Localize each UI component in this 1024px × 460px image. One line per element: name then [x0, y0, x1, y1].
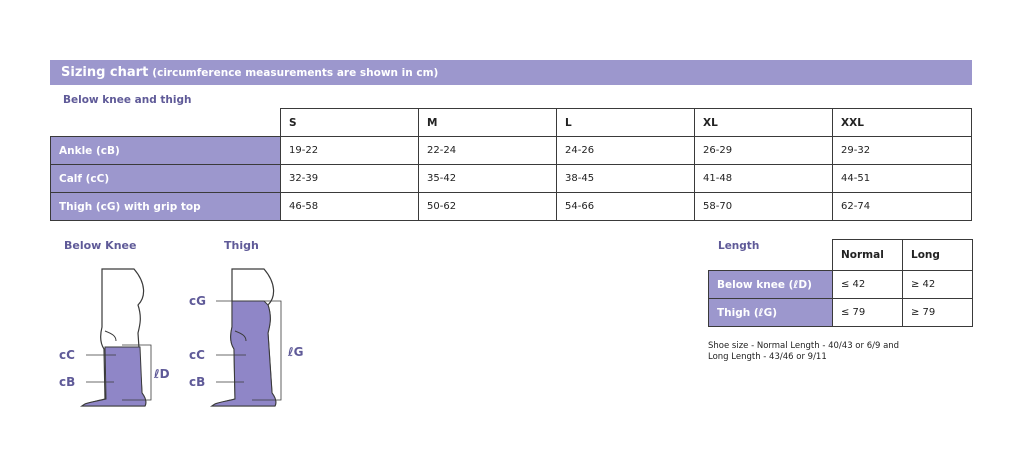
header-bar	[50, 60, 972, 85]
table-row	[51, 165, 972, 193]
col-header: M	[419, 109, 557, 137]
table-cell: ≤ 42	[833, 271, 903, 299]
table-cell: 44-51	[833, 165, 972, 193]
table-cell: ≤ 79	[833, 299, 903, 327]
col-header: XXL	[833, 109, 972, 137]
col-header: XL	[695, 109, 833, 137]
row-header: Thigh (cG) with grip top	[51, 193, 281, 221]
table-cell: 38-45	[557, 165, 695, 193]
col-header: Long	[903, 240, 973, 271]
label-lD: ℓD	[154, 367, 170, 381]
row-header: Calf (cC)	[51, 165, 281, 193]
note-line: Long Length - 43/46 or 9/11	[708, 352, 827, 362]
table-cell: 35-42	[419, 165, 557, 193]
table-cell: ≥ 79	[903, 299, 973, 327]
table-cell: 22-24	[419, 137, 557, 165]
shoe-size-note	[708, 341, 899, 363]
table-cell: 29-32	[833, 137, 972, 165]
table-cell: 41-48	[695, 165, 833, 193]
col-header: Normal	[833, 240, 903, 271]
table-row	[709, 271, 973, 299]
table-cell: 62-74	[833, 193, 972, 221]
table-cell: 46-58	[281, 193, 419, 221]
label-cC: cC	[59, 348, 75, 362]
table-row	[51, 137, 972, 165]
label-cG: cG	[189, 294, 206, 308]
table-header-row	[51, 109, 972, 137]
table-cell: 50-62	[419, 193, 557, 221]
length-section-label: Length	[718, 240, 760, 252]
table-cell: 26-29	[695, 137, 833, 165]
col-header: S	[281, 109, 419, 137]
label-cB: cB	[59, 375, 76, 389]
col-header: L	[557, 109, 695, 137]
table-cell: 58-70	[695, 193, 833, 221]
table-cell: ≥ 42	[903, 271, 973, 299]
table-corner	[51, 109, 281, 137]
table-cell: 19-22	[281, 137, 419, 165]
thigh-diagram-title: Thigh	[224, 239, 259, 252]
row-header: Thigh (ℓG)	[709, 299, 833, 327]
page-title: Sizing chart	[61, 65, 149, 80]
table-cell: 32-39	[281, 165, 419, 193]
table-corner	[709, 240, 833, 271]
table-row	[709, 299, 973, 327]
page-subtitle: (circumference measurements are shown in cm)	[152, 66, 439, 79]
main-section-label: Below knee and thigh	[63, 94, 192, 106]
label-cB: cB	[189, 375, 206, 389]
row-header: Below knee (ℓD)	[709, 271, 833, 299]
label-lG: ℓG	[288, 345, 304, 359]
length-table	[708, 239, 973, 327]
stocking-shape	[82, 347, 146, 406]
below-knee-diagram-title: Below Knee	[64, 239, 137, 252]
sizing-table	[50, 108, 972, 221]
below-knee-diagram	[50, 255, 190, 410]
table-row	[51, 193, 972, 221]
note-line: Shoe size - Normal Length - 40/43 or 6/9 and	[708, 341, 900, 351]
table-cell: 24-26	[557, 137, 695, 165]
stocking-shape	[212, 301, 276, 406]
table-cell: 54-66	[557, 193, 695, 221]
label-cC: cC	[189, 348, 205, 362]
row-header: Ankle (cB)	[51, 137, 281, 165]
table-header-row	[709, 240, 973, 271]
thigh-diagram	[180, 255, 320, 410]
